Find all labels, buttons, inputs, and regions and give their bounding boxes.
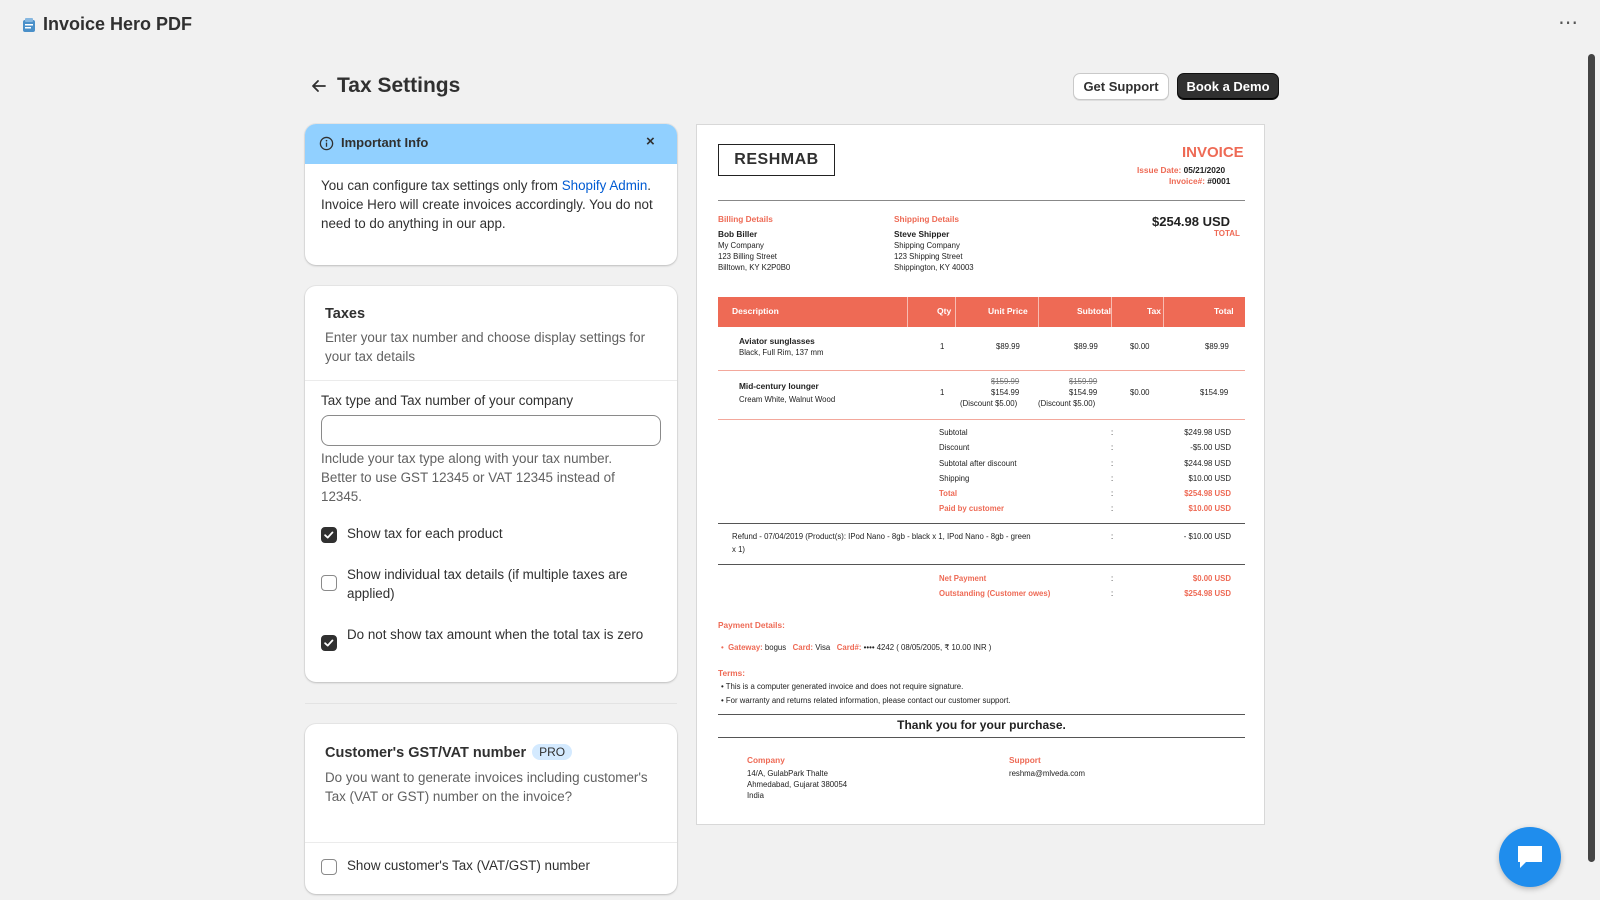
pro-badge: PRO xyxy=(532,744,572,760)
invoice-title: INVOICE xyxy=(1182,144,1244,161)
items-table-header xyxy=(718,297,1245,327)
tax-number-help: Include your tax type along with your tax number. Better to use GST 12345 or VAT 12345 instead of 12345. xyxy=(321,451,615,504)
scrollbar[interactable] xyxy=(1588,54,1595,862)
show-customer-tax-label: Show customer's Tax (VAT/GST) number xyxy=(347,858,590,873)
tax-number-label: Tax type and Tax number of your company xyxy=(321,393,574,408)
net-payment-value: $0.00 USD xyxy=(1192,574,1231,583)
issue-date-value: 05/21/2020 xyxy=(1183,165,1226,175)
item-qty: 1 xyxy=(940,342,945,351)
item-unit-price: $89.99 xyxy=(996,342,1020,351)
company-line: India xyxy=(747,791,764,800)
important-info-banner xyxy=(305,124,677,265)
payment-line xyxy=(721,643,991,652)
show-tax-per-product-label: Show tax for each product xyxy=(347,526,503,541)
issue-date xyxy=(1137,165,1225,175)
terms-text: This is a computer generated invoice and does not require signature. xyxy=(725,682,964,691)
summary-label: Discount xyxy=(939,443,970,452)
app-bar xyxy=(0,0,1600,50)
company-heading: Company xyxy=(747,755,785,765)
column-header: Subtotal xyxy=(1077,306,1111,316)
thanks-message: Thank you for your purchase. xyxy=(897,718,1066,732)
shipping-line: 123 Shipping Street xyxy=(894,252,963,261)
app-title: Invoice Hero PDF xyxy=(43,14,193,34)
book-demo-button[interactable]: Book a Demo xyxy=(1177,73,1279,100)
refund-value: - $10.00 USD xyxy=(1183,532,1231,541)
divider xyxy=(305,842,677,843)
item-variant: Black, Full Rim, 137 mm xyxy=(739,348,824,357)
column-separator xyxy=(1038,297,1039,327)
divider xyxy=(718,200,1245,201)
info-icon xyxy=(319,136,334,151)
item-subtotal: $89.99 xyxy=(1074,342,1098,351)
column-separator xyxy=(1111,297,1112,327)
summary-colon: : xyxy=(1111,443,1114,452)
summary-value: $10.00 USD xyxy=(1188,504,1231,513)
terms-item: • For warranty and returns related information, please contact our customer support. xyxy=(721,696,1011,705)
banner-header xyxy=(305,124,677,164)
card-value: Visa xyxy=(815,643,831,652)
refund-colon: : xyxy=(1111,532,1114,541)
app-logo-icon xyxy=(21,17,37,33)
item-subtotal-discount: (Discount $5.00) xyxy=(1038,399,1096,408)
customer-gst-card xyxy=(305,724,677,894)
shipping-line: Shipping Company xyxy=(894,241,960,250)
outstanding-label: Outstanding (Customer owes) xyxy=(939,589,1051,598)
company-line: Ahmedabad, Gujarat 380054 xyxy=(747,780,848,789)
shipping-name: Steve Shipper xyxy=(894,229,950,239)
column-header: Total xyxy=(1214,306,1234,316)
chat-button[interactable] xyxy=(1499,827,1561,887)
terms-text: For warranty and returns related information, please contact our customer support. xyxy=(725,696,1011,705)
chat-icon xyxy=(1515,843,1545,871)
scrollbar-thumb[interactable] xyxy=(1588,54,1595,862)
summary-value: $249.98 USD xyxy=(1184,428,1231,437)
get-support-button[interactable]: Get Support xyxy=(1073,73,1169,100)
support-email: reshma@mlveda.com xyxy=(1009,769,1085,778)
refund-text: Refund - 07/04/2019 (Product(s): IPod Nano - 8gb - black x 1, IPod Nano - 8gb - green xyxy=(732,532,1031,541)
billing-line: Billtown, KY K2P0B0 xyxy=(718,263,791,272)
hide-zero-tax-label: Do not show tax amount when the total tax is zero xyxy=(347,627,644,642)
show-tax-per-product-checkbox[interactable] xyxy=(321,527,337,543)
taxes-title: Taxes xyxy=(325,306,366,322)
item-qty: 1 xyxy=(940,388,945,397)
summary-label: Paid by customer xyxy=(939,504,1004,513)
hide-zero-tax-checkbox[interactable] xyxy=(321,635,337,651)
divider xyxy=(718,714,1245,715)
show-customer-tax-checkbox[interactable] xyxy=(321,859,337,875)
net-colon: : xyxy=(1111,574,1114,583)
invoice-number xyxy=(1169,176,1230,186)
issue-date-label: Issue Date: xyxy=(1137,165,1182,175)
item-tax: $0.00 xyxy=(1130,342,1150,351)
checkmark-icon xyxy=(322,636,336,650)
item-variant: Cream White, Walnut Wood xyxy=(739,395,836,404)
summary-label: Subtotal xyxy=(939,428,968,437)
summary-label: Shipping xyxy=(939,474,970,483)
column-header: Qty xyxy=(937,306,952,316)
item-unit-discount: (Discount $5.00) xyxy=(960,399,1018,408)
support-heading: Support xyxy=(1009,755,1041,765)
summary-colon: : xyxy=(1111,489,1114,498)
gateway-value: bogus xyxy=(764,643,787,652)
show-individual-tax-label: Show individual tax details (if multiple taxes are applied) xyxy=(347,567,628,601)
tax-number-input[interactable] xyxy=(321,415,661,446)
banner-text-after: . Invoice Hero will create invoices accordingly. You do not need to do anything in our app. xyxy=(321,178,653,231)
shopify-admin-link[interactable]: Shopify Admin xyxy=(561,178,648,193)
item-unit-old-price: $159.99 xyxy=(991,377,1020,386)
column-separator xyxy=(907,297,908,327)
summary-value: $254.98 USD xyxy=(1184,489,1231,498)
net-payment-label: Net Payment xyxy=(939,574,987,583)
refund-text-continued: x 1) xyxy=(732,545,745,554)
gateway-label: Gateway: xyxy=(728,643,763,652)
back-arrow-icon[interactable] xyxy=(309,76,329,96)
column-header: Unit Price xyxy=(988,306,1028,316)
invoice-total-label: TOTAL xyxy=(1214,229,1240,238)
item-total: $89.99 xyxy=(1205,342,1229,351)
item-name: Aviator sunglasses xyxy=(739,336,815,346)
banner-text-before: You can configure tax settings only from xyxy=(321,178,558,193)
card-number-label: Card#: xyxy=(836,643,862,652)
checkmark-icon xyxy=(322,528,336,542)
close-icon[interactable]: × xyxy=(646,133,655,150)
page-title: Tax Settings xyxy=(337,74,461,97)
billing-name: Bob Biller xyxy=(718,229,758,239)
summary-value: $244.98 USD xyxy=(1184,459,1231,468)
summary-label: Total xyxy=(939,489,958,498)
summary-colon: : xyxy=(1111,459,1114,468)
more-icon[interactable]: ⋯ xyxy=(1558,12,1579,34)
invoice-number-value: #0001 xyxy=(1207,176,1231,186)
row-divider xyxy=(718,419,1245,420)
customer-gst-title-text: Customer's GST/VAT number xyxy=(325,745,527,761)
banner-text xyxy=(321,176,661,233)
divider xyxy=(305,380,677,381)
taxes-description: Enter your tax number and choose display settings for your tax details xyxy=(325,330,646,364)
terms-item: • This is a computer generated invoice and does not require signature. xyxy=(721,682,964,691)
company-line: 14/A, GulabPark Thalte xyxy=(747,769,828,778)
card-label: Card: xyxy=(792,643,814,652)
banner-title: Important Info xyxy=(341,135,429,150)
summary-colon: : xyxy=(1111,474,1114,483)
divider xyxy=(718,564,1245,565)
column-header: Description xyxy=(732,306,779,316)
column-header: Tax xyxy=(1147,306,1162,316)
summary-label: Subtotal after discount xyxy=(939,459,1017,468)
shipping-heading: Shipping Details xyxy=(894,214,959,224)
summary-value: $10.00 USD xyxy=(1188,474,1231,483)
item-unit-price: $154.99 xyxy=(991,388,1020,397)
customer-gst-title xyxy=(325,744,572,761)
card-number-value: •••• 4242 ( 08/05/2005, ₹ 10.00 INR ) xyxy=(863,643,992,652)
outstanding-value: $254.98 USD xyxy=(1184,589,1231,598)
terms-heading: Terms: xyxy=(718,668,746,678)
summary-colon: : xyxy=(1111,504,1114,513)
billing-line: 123 Billing Street xyxy=(718,252,777,261)
billing-line: My Company xyxy=(718,241,764,250)
shipping-line: Shippington, KY 40003 xyxy=(894,263,974,272)
column-separator xyxy=(955,297,956,327)
invoice-brand: RESHMAB xyxy=(718,144,835,176)
invoice-total-amount: $254.98 USD xyxy=(1152,214,1231,229)
net-colon: : xyxy=(1111,589,1114,598)
summary-value: -$5.00 USD xyxy=(1190,443,1231,452)
payment-bullet: • xyxy=(721,643,724,652)
item-subtotal-old: $159.99 xyxy=(1069,377,1098,386)
divider xyxy=(718,737,1245,738)
column-separator xyxy=(1163,297,1164,327)
item-subtotal: $154.99 xyxy=(1069,388,1098,397)
show-individual-tax-checkbox[interactable] xyxy=(321,575,337,591)
payment-heading: Payment Details: xyxy=(718,620,785,630)
divider xyxy=(718,523,1245,524)
item-name: Mid-century lounger xyxy=(739,381,819,391)
item-total: $154.99 xyxy=(1200,388,1229,397)
customer-gst-description: Do you want to generate invoices including customer's Tax (VAT or GST) number on the invoice? xyxy=(325,770,648,804)
summary-colon: : xyxy=(1111,428,1114,437)
invoice-preview xyxy=(696,124,1265,825)
row-divider xyxy=(718,370,1245,371)
billing-heading: Billing Details xyxy=(718,214,773,224)
item-tax: $0.00 xyxy=(1130,388,1150,397)
invoice-number-label: Invoice#: xyxy=(1169,176,1205,186)
section-divider xyxy=(305,703,677,704)
taxes-card xyxy=(305,286,677,682)
